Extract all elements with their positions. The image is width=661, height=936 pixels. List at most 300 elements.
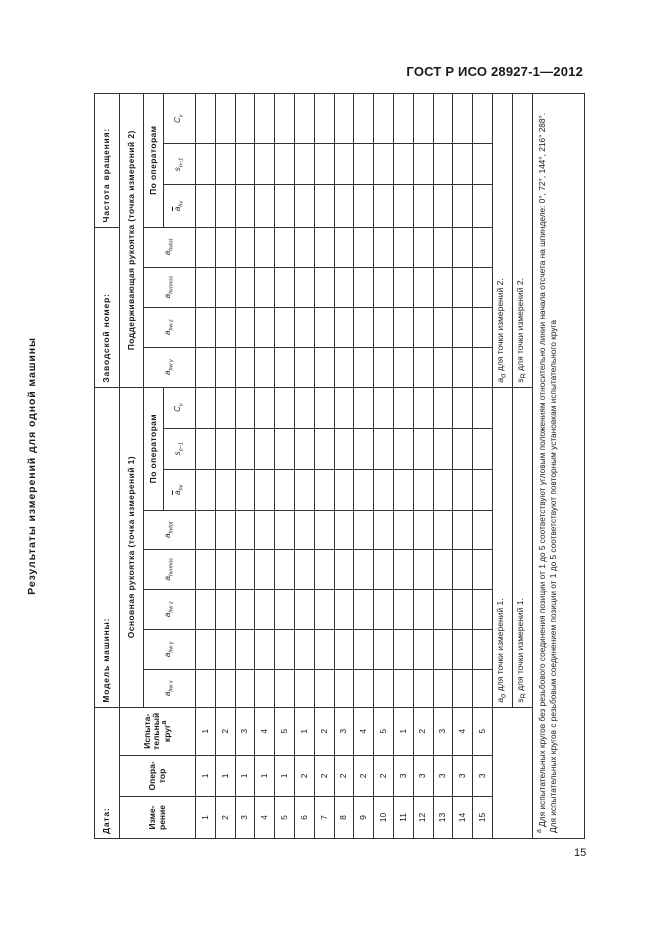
measurement-cell: 9 (354, 796, 374, 838)
rotated-page-area (26, 93, 583, 839)
empty-cell (433, 307, 453, 347)
measurement-cell: 2 (215, 796, 235, 838)
empty-cell (314, 185, 334, 227)
empty-cell (334, 267, 354, 307)
empty-cell (374, 669, 394, 707)
empty-cell (275, 589, 295, 629)
empty-cell (354, 669, 374, 707)
empty-cell (453, 94, 473, 144)
main-ahwz-header: $a_{hw z}$ (144, 589, 196, 629)
empty-cell (215, 94, 235, 144)
empty-cell (275, 469, 295, 510)
empty-cell (433, 267, 453, 307)
sr-row (512, 94, 532, 839)
table-title: Результаты измерений для одной машины (26, 337, 38, 595)
empty-cell (473, 185, 493, 227)
table-row (393, 94, 413, 839)
date-label: Дата: (95, 707, 120, 838)
empty-cell (413, 428, 433, 469)
operator-cell: 1 (255, 755, 275, 796)
wheel-cell: 5 (275, 707, 295, 755)
main-cv-header: $C_v$ (164, 387, 196, 428)
operator-cell: 2 (354, 755, 374, 796)
wheel-cell: 3 (334, 707, 354, 755)
operator-cell: 3 (393, 755, 413, 796)
empty-cell (393, 227, 413, 267)
measurement-cell: 13 (433, 796, 453, 838)
empty-cell (215, 549, 235, 589)
empty-cell (453, 347, 473, 387)
empty-cell (215, 227, 235, 267)
empty-cell (453, 144, 473, 185)
empty-cell (314, 94, 334, 144)
empty-cell (255, 267, 275, 307)
operator-cell: 3 (473, 755, 493, 796)
empty-cell (354, 510, 374, 549)
operator-cell: 3 (413, 755, 433, 796)
empty-cell (473, 387, 493, 428)
empty-cell (374, 510, 394, 549)
support-mean-ahv-header: $\overline{a}_{hv}$ (164, 185, 196, 227)
support-ahvtot-header: $a_{hvtot}$ (144, 227, 196, 267)
wheel-cell: 5 (473, 707, 493, 755)
empty-cell (235, 629, 255, 669)
empty-cell (314, 469, 334, 510)
empty-cell (413, 94, 433, 144)
empty-cell (393, 549, 413, 589)
table-row (473, 94, 493, 839)
empty-cell (473, 307, 493, 347)
table-row (255, 94, 275, 839)
empty-cell (473, 347, 493, 387)
empty-cell (433, 589, 453, 629)
empty-cell (354, 307, 374, 347)
empty-cell (215, 589, 235, 629)
empty-cell (334, 307, 354, 347)
table-row (433, 94, 453, 839)
empty-cell (255, 227, 275, 267)
table-row (215, 94, 235, 839)
info-row (95, 94, 120, 839)
empty-cell (255, 510, 275, 549)
empty-cell (374, 227, 394, 267)
empty-cell (255, 387, 275, 428)
empty-cell (314, 669, 334, 707)
empty-cell (413, 510, 433, 549)
empty-cell (374, 469, 394, 510)
empty-cell (215, 347, 235, 387)
wheel-footnote-ref: a (160, 720, 169, 725)
table-row (275, 94, 295, 839)
empty-cell (453, 307, 473, 347)
measurement-cell: 15 (473, 796, 493, 838)
empty-cell (393, 185, 413, 227)
table-row (196, 94, 216, 839)
main-sn1-header: $s_{n-1}$ (164, 428, 196, 469)
empty-cell (255, 428, 275, 469)
empty-cell (275, 387, 295, 428)
empty-cell (413, 669, 433, 707)
empty-cell (473, 549, 493, 589)
empty-cell (235, 347, 255, 387)
empty-cell (473, 144, 493, 185)
empty-cell (374, 428, 394, 469)
operator-header: Опера-тор (120, 755, 196, 796)
support-sn1-header: $s_{n-1}$ (164, 144, 196, 185)
empty-cell (215, 428, 235, 469)
empty-cell (334, 510, 354, 549)
empty-cell (433, 144, 453, 185)
support-ahwy-header: $a_{hw y}$ (144, 347, 196, 387)
empty-cell (275, 267, 295, 307)
wheel-cell: 3 (433, 707, 453, 755)
empty-cell (196, 549, 216, 589)
empty-cell (235, 469, 255, 510)
empty-cell (334, 227, 354, 267)
measurement-header: Изме-рение (120, 796, 196, 838)
empty-cell (334, 94, 354, 144)
empty-cell (413, 387, 433, 428)
main-by-operators: По операторам (144, 387, 164, 510)
empty-cell (354, 549, 374, 589)
wheel-cell: 4 (453, 707, 473, 755)
empty-cell (196, 387, 216, 428)
empty-cell (196, 510, 216, 549)
sigma-support: $a_\sigma$ для точки измерений 2. (492, 94, 512, 388)
empty-cell (334, 144, 354, 185)
empty-cell (354, 227, 374, 267)
empty-cell (235, 227, 255, 267)
empty-cell (235, 549, 255, 589)
empty-cell (235, 267, 255, 307)
empty-cell (196, 629, 216, 669)
empty-cell (413, 549, 433, 589)
operator-cell: 3 (433, 755, 453, 796)
empty-cell (334, 669, 354, 707)
empty-cell (473, 94, 493, 144)
main-ahvtot-header: $a_{hvtot}$ (144, 510, 196, 549)
empty-cell (453, 549, 473, 589)
empty-cell (354, 267, 374, 307)
empty-cell (196, 589, 216, 629)
sigma-row (492, 94, 512, 839)
measurement-cell: 12 (413, 796, 433, 838)
empty-cell (334, 549, 354, 589)
empty-cell (215, 387, 235, 428)
empty-cell (413, 629, 433, 669)
empty-cell (393, 629, 413, 669)
rotated-content (26, 93, 583, 839)
table-row (453, 94, 473, 839)
table-row (294, 94, 314, 839)
empty-cell (393, 347, 413, 387)
wheel-cell: 2 (215, 707, 235, 755)
empty-cell (433, 227, 453, 267)
empty-cell (255, 185, 275, 227)
empty-cell (354, 629, 374, 669)
empty-cell (294, 94, 314, 144)
empty-cell (334, 185, 354, 227)
empty-cell (196, 267, 216, 307)
empty-cell (314, 307, 334, 347)
empty-cell (275, 669, 295, 707)
empty-cell (275, 307, 295, 347)
empty-cell (354, 185, 374, 227)
empty-cell (314, 144, 334, 185)
empty-cell (453, 227, 473, 267)
support-by-operators: По операторам (144, 94, 164, 228)
empty-cell (433, 469, 453, 510)
empty-cell (294, 307, 314, 347)
empty-cell (473, 227, 493, 267)
empty-cell (413, 589, 433, 629)
empty-cell (196, 469, 216, 510)
measurement-cell: 8 (334, 796, 354, 838)
empty-cell (314, 589, 334, 629)
empty-cell (354, 428, 374, 469)
empty-cell (473, 510, 493, 549)
empty-cell (235, 510, 255, 549)
support-ahvrms-header: $a_{hvrmos}$ (144, 267, 196, 307)
empty-cell (453, 669, 473, 707)
empty-cell (294, 549, 314, 589)
empty-cell (473, 669, 493, 707)
sr-main: $s_R$ для точки измерений 1. (512, 387, 532, 707)
footnote-row (532, 94, 584, 839)
empty-cell (294, 669, 314, 707)
measurement-cell: 10 (374, 796, 394, 838)
empty-cell (255, 347, 275, 387)
footnote-marker: a (535, 829, 543, 833)
support-handle-group: Поддерживающая рукоятка (точка измерений 2) (120, 94, 144, 388)
main-ahwx-header: $a_{hw x}$ (144, 669, 196, 707)
empty-cell (433, 669, 453, 707)
empty-cell (334, 589, 354, 629)
support-cv-header: $C_v$ (164, 94, 196, 144)
table-row (354, 94, 374, 839)
main-mean-ahv-header: $\overline{a}_{hv}$ (164, 469, 196, 510)
table-row (374, 94, 394, 839)
empty-cell (314, 227, 334, 267)
empty-cell (235, 307, 255, 347)
operator-cell: 2 (374, 755, 394, 796)
empty-cell (275, 185, 295, 227)
operator-cell: 1 (235, 755, 255, 796)
measurement-rows (196, 94, 493, 839)
empty-cell (255, 307, 275, 347)
empty-cell (275, 227, 295, 267)
operator-cell: 1 (275, 755, 295, 796)
empty-cell (433, 185, 453, 227)
speed-label: Частота вращения: (95, 94, 120, 228)
empty-cell (453, 428, 473, 469)
table-row (235, 94, 255, 839)
operator-cell: 2 (294, 755, 314, 796)
empty-cell (334, 469, 354, 510)
empty-cell (393, 669, 413, 707)
empty-cell (374, 347, 394, 387)
empty-cell (374, 387, 394, 428)
table-row (334, 94, 354, 839)
empty-cell (393, 387, 413, 428)
empty-cell (453, 267, 473, 307)
empty-cell (413, 469, 433, 510)
empty-cell (374, 267, 394, 307)
empty-cell (413, 267, 433, 307)
page-number: 15 (574, 847, 587, 859)
empty-cell (255, 589, 275, 629)
empty-cell (314, 510, 334, 549)
empty-cell (393, 267, 413, 307)
support-ahwz-header: $a_{hw z}$ (144, 307, 196, 347)
empty-cell (215, 469, 235, 510)
wheel-cell: 4 (255, 707, 275, 755)
sr-support: $s_R$ для точки измерений 2. (512, 94, 532, 388)
sigma-main: $a_\sigma$ для точки измерений 1. (492, 387, 512, 707)
empty-cell (294, 227, 314, 267)
footnote (532, 94, 584, 839)
wheel-cell: 2 (413, 707, 433, 755)
table-row (314, 94, 334, 839)
empty-cell (215, 510, 235, 549)
empty-cell (215, 629, 235, 669)
empty-cell (473, 469, 493, 510)
empty-cell (294, 428, 314, 469)
empty-cell (473, 267, 493, 307)
empty-cell (235, 669, 255, 707)
empty-cell (334, 387, 354, 428)
empty-cell (314, 428, 334, 469)
empty-cell (294, 347, 314, 387)
empty-cell (275, 94, 295, 144)
empty-cell (235, 144, 255, 185)
empty-cell (413, 185, 433, 227)
sr-blank (512, 707, 532, 838)
main-handle-group: Основная рукоятка (точка измерений 1) (120, 387, 144, 707)
empty-cell (374, 589, 394, 629)
empty-cell (275, 549, 295, 589)
empty-cell (413, 347, 433, 387)
empty-cell (235, 428, 255, 469)
wheel-cell: 1 (393, 707, 413, 755)
empty-cell (354, 589, 374, 629)
measurement-cell: 6 (294, 796, 314, 838)
empty-cell (354, 347, 374, 387)
empty-cell (453, 589, 473, 629)
empty-cell (196, 669, 216, 707)
empty-cell (255, 629, 275, 669)
measurement-cell: 14 (453, 796, 473, 838)
empty-cell (334, 428, 354, 469)
operator-cell: 2 (314, 755, 334, 796)
empty-cell (294, 185, 314, 227)
measurement-cell: 3 (235, 796, 255, 838)
empty-cell (275, 347, 295, 387)
empty-cell (255, 469, 275, 510)
empty-cell (314, 387, 334, 428)
empty-cell (215, 307, 235, 347)
empty-cell (196, 144, 216, 185)
empty-cell (354, 469, 374, 510)
empty-cell (255, 94, 275, 144)
wheel-cell: 2 (314, 707, 334, 755)
empty-cell (393, 469, 413, 510)
empty-cell (255, 549, 275, 589)
empty-cell (255, 669, 275, 707)
empty-cell (235, 589, 255, 629)
empty-cell (196, 307, 216, 347)
empty-cell (393, 510, 413, 549)
empty-cell (354, 387, 374, 428)
empty-cell (453, 185, 473, 227)
empty-cell (354, 144, 374, 185)
wheel-cell: 4 (354, 707, 374, 755)
empty-cell (294, 144, 314, 185)
empty-cell (393, 144, 413, 185)
empty-cell (215, 144, 235, 185)
measurement-cell: 4 (255, 796, 275, 838)
empty-cell (196, 347, 216, 387)
empty-cell (413, 307, 433, 347)
results-table (94, 93, 585, 839)
wheel-header-text: Испыта-тельный круг (141, 712, 173, 750)
empty-cell (473, 428, 493, 469)
empty-cell (275, 428, 295, 469)
group-row (120, 94, 144, 839)
empty-cell (294, 629, 314, 669)
empty-cell (393, 589, 413, 629)
wheel-cell: 1 (196, 707, 216, 755)
measurement-cell: 5 (275, 796, 295, 838)
operator-cell: 2 (334, 755, 354, 796)
wheel-header (120, 707, 196, 755)
empty-cell (196, 428, 216, 469)
measurement-cell: 7 (314, 796, 334, 838)
measurement-cell: 1 (196, 796, 216, 838)
operator-cell: 3 (453, 755, 473, 796)
empty-cell (374, 307, 394, 347)
empty-cell (374, 629, 394, 669)
empty-cell (294, 589, 314, 629)
empty-cell (235, 185, 255, 227)
empty-cell (354, 94, 374, 144)
table-row (413, 94, 433, 839)
empty-cell (374, 94, 394, 144)
empty-cell (314, 347, 334, 387)
empty-cell (473, 629, 493, 669)
empty-cell (215, 669, 235, 707)
empty-cell (275, 629, 295, 669)
serial-label: Заводской номер: (95, 227, 120, 387)
empty-cell (275, 144, 295, 185)
empty-cell (334, 347, 354, 387)
empty-cell (294, 510, 314, 549)
empty-cell (235, 387, 255, 428)
empty-cell (215, 267, 235, 307)
empty-cell (433, 387, 453, 428)
empty-cell (453, 629, 473, 669)
main-ahwy-header: $a_{hw y}$ (144, 629, 196, 669)
empty-cell (314, 267, 334, 307)
empty-cell (255, 144, 275, 185)
wheel-cell: 3 (235, 707, 255, 755)
empty-cell (314, 629, 334, 669)
document-header: ГОСТ Р ИСО 28927-1—2012 (406, 64, 583, 79)
empty-cell (275, 510, 295, 549)
empty-cell (433, 549, 453, 589)
empty-cell (294, 387, 314, 428)
operator-cell: 1 (215, 755, 235, 796)
